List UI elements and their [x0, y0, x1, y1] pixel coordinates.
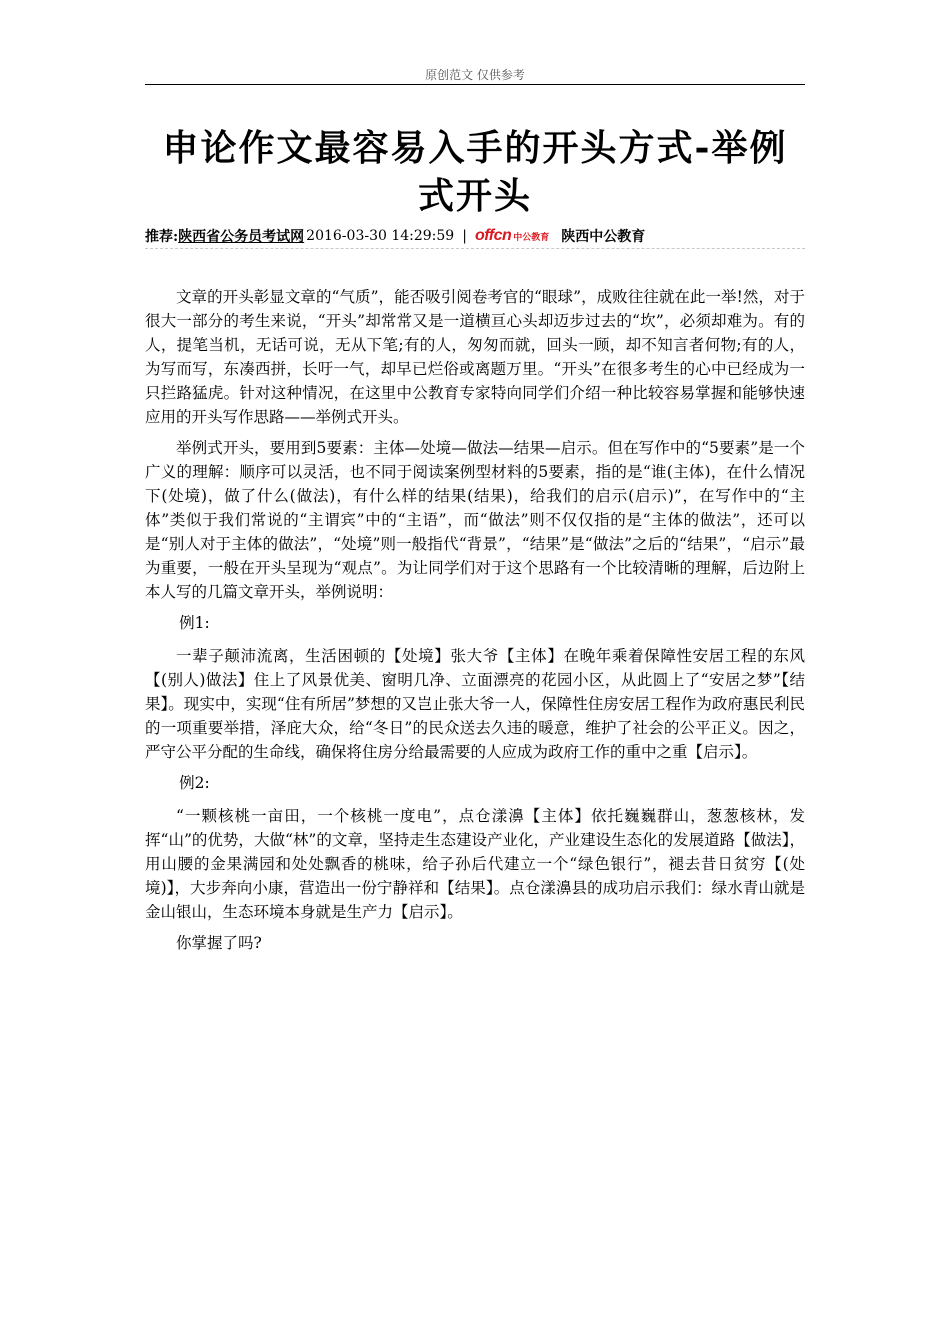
article-meta [145, 226, 805, 246]
offcn-logo [475, 227, 549, 245]
meta-divider [145, 248, 805, 249]
organization-name: 陕西中公教育 [561, 229, 646, 245]
article-title: 申论作文最容易入手的开头方式-举例式开头 [162, 127, 788, 217]
logo-brand-text: offcn [474, 227, 512, 244]
recommend-label: 推荐: [145, 229, 179, 245]
example-1-text: 一辈子颠沛流离，生活困顿的【处境】张大爷【主体】在晚年乘着保障性安居工程的东风【(别人)做法】住上了风景优美、窗明几净、立面漂亮的花园小区，从此圆上了“安居之梦”【结果】。现实中，实现“住有所居”梦想的又岂止张大爷一人，保障性住房安居工程作为政府惠民利民的一项重要举措，泽庇大众，给“冬日”的民众送去久违的暖意，维护了社会的公平正义。因之，严守公平分配的生命线，确保将住房分给最需要的人应成为政府工作的重中之重【启示】。 [145, 647, 805, 761]
closing-question: 你掌握了吗? [176, 934, 262, 952]
example-2-text: “一颗核桃一亩田，一个核桃一度电”，点仓漾濞【主体】依托巍巍群山，葱葱核林，发挥“山”的优势，大做“林”的文章，坚持走生态建设产业化，产业建设生态化的发展道路【做法】，用山腰的金果满园和处处飘香的桃味，给子孙后代建立一个“绿色银行”，褪去昔日贫穷【(处境)】，大步奔向小康，营造出一份宁静祥和【结果】。点仓漾濞县的成功启示我们：绿水青山就是金山银山，生态环境本身就是生产力【启示】。 [145, 807, 805, 921]
paragraph-method: 举例式开头，要用到5要素：主体—处境—做法—结果—启示。但在写作中的“5要素”是一个广义的理解：顺序可以灵活，也不同于阅读案例型材料的5要素，指的是“谁(主体)，在什么情况下(处境)，做了什么(做法)，有什么样的结果(结果)，给我们的启示(启示)”，在写作中的“主体”类似于我们常说的“主谓宾”中的“主语”，而“做法”则不仅仅指的是“主体的做法”，还可以是“别人对于主体的做法”，“处境”则一般指代“背景”，“结果”是“做法”之后的“结果”，“启示”最为重要，一般在开头呈现为“观点”。为让同学们对于这个思路有一个比较清晰的理解，后边附上本人写的几篇文章开头，举例说明： [145, 439, 805, 601]
header-note: 原创范文 仅供参考 [425, 68, 525, 82]
example-1-label: 例1: [179, 614, 210, 632]
header-divider [145, 84, 805, 85]
paragraph-intro: 文章的开头彰显文章的“气质”，能否吸引阅卷考官的“眼球”，成败往往就在此一举!然，对于很大一部分的考生来说，“开头”却常常又是一道横亘心头却迈步过去的“坎”，必须却难为。有的人，提笔当机，无话可说，无从下笔;有的人，匆匆而就，回头一顾，却不知言者何物;有的人，为写而写，东凑西拼，长吁一气，却早已烂俗或离题万里。“开头”在很多考生的心中已经成为一只拦路猛虎。针对这种情况，在这里中公教育专家特向同学们介绍一种比较容易掌握和能够快速应用的开头写作思路——举例式开头。 [145, 288, 805, 426]
example-2-label: 例2: [179, 774, 210, 792]
logo-brand-cn: 中公教育 [513, 233, 550, 243]
publish-datetime: 2016-03-30 14:29:59 [306, 228, 455, 244]
meta-separator: | [462, 228, 467, 244]
source-link[interactable]: 陕西省公务员考试网 [178, 229, 305, 245]
article-body [145, 285, 805, 962]
